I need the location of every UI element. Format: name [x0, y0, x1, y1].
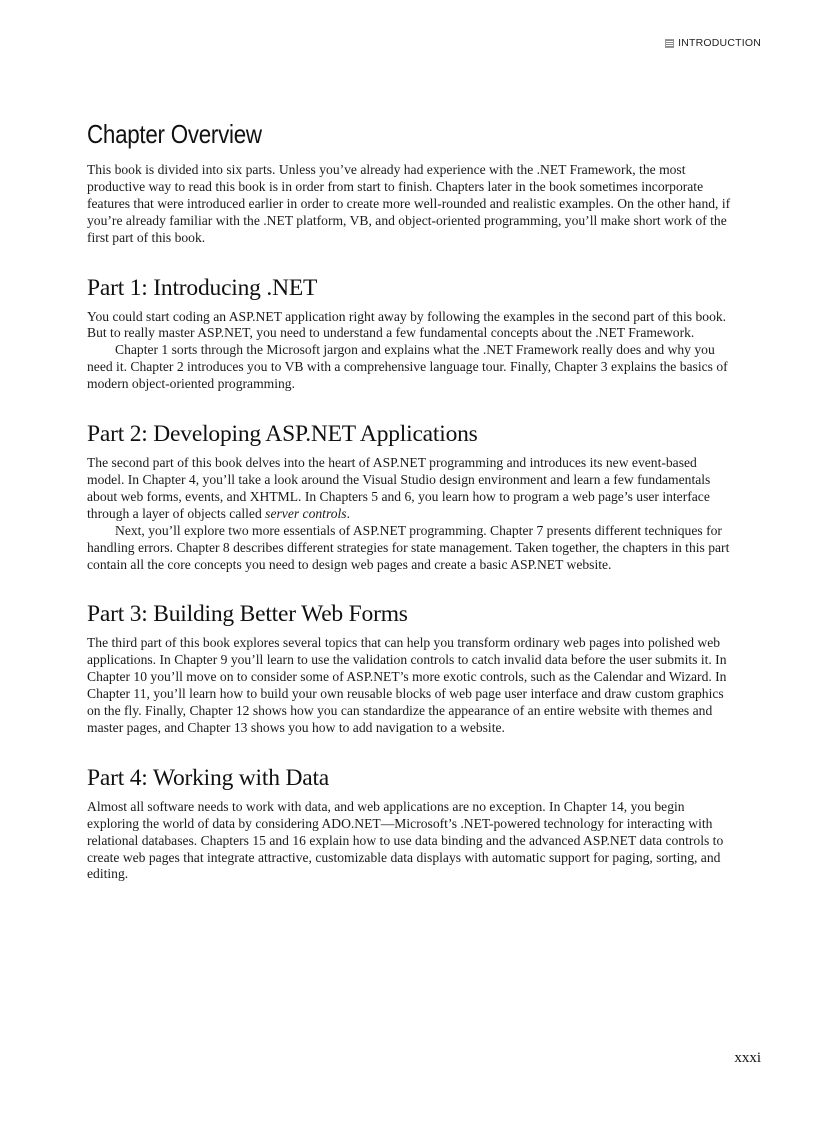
part-2-paragraph-1: [87, 455, 732, 523]
part-2-section: [87, 419, 732, 573]
server-controls-term: server controls: [265, 505, 347, 521]
part-1-section: [87, 273, 732, 394]
chapter-overview-heading: Chapter Overview: [87, 119, 262, 149]
part-2-paragraph-1-end: .: [346, 505, 351, 521]
part-3-section: [87, 599, 732, 736]
section-marker-icon: [665, 39, 674, 48]
part-1-paragraph-1: You could start coding an ASP.NET application right away by following the examples in the second part of this book. But to really master ASP.NET, you need to understand a few fundamental concepts about the .NET Framework.: [87, 308, 727, 341]
running-head-title: INTRODUCTION: [678, 37, 761, 49]
page-number: xxxi: [734, 1050, 761, 1066]
part-1-paragraph-2: Chapter 1 sorts through the Microsoft jargon and explains what the .NET Framework really does and why you need it. Chapter 2 introduces you to VB with a comprehensive language tour. Finally, Chapter 3 explains the basics of modern object-oriented programming.: [87, 342, 728, 392]
part-4-section: [87, 763, 732, 884]
chapter-overview-paragraph: This book is divided into six parts. Unless you’ve already had experience with the .NET Framework, the most productive way to read this book is in order from start to finish. Chapters later in the book sometimes incorporate features that were introduced earlier in order to create more well-rounded and realistic examples. On the other hand, if you’re already familiar with the .NET platform, VB, and object-oriented programming, you’ll make short work of the first part of this book.: [87, 162, 731, 245]
page-content: [87, 118, 732, 883]
part-3-paragraph-1: The third part of this book explores several topics that can help you transform ordinary web pages into polished web applications. In Chapter 9 you’ll learn to use the validation controls to catch invalid data before the user submits it. In Chapter 10 you’ll move on to consider some of ASP.NET’s more exotic controls, such as the Calendar and Wizard. In Chapter 11, you’ll learn how to build your own reusable blocks of web page user interface and draw custom graphics on the fly. Finally, Chapter 12 shows how you can standardize the appearance of an entire website with themes and master pages, and Chapter 13 shows you how to add navigation to a website.: [87, 635, 727, 735]
part-4-heading: Part 4: Working with Data: [87, 764, 330, 791]
part-4-paragraph-1: Almost all software needs to work with data, and web applications are no exception. In Chapter 14, you begin exploring the world of data by considering ADO.NET—Microsoft’s .NET-powered technology for interacting with relational databases. Chapters 15 and 16 explain how to use data binding and the advanced ASP.NET data controls to create web pages that integrate attractive, customizable data displays with automatic support for paging, sorting, and editing.: [87, 798, 724, 882]
part-2-paragraph-1-text: The second part of this book delves into the heart of ASP.NET programming and introduces its new event-based model. In Chapter 4, you’ll take a look around the Visual Studio design environment and learn a few fundamentals about web forms, events, and XHTML. In Chapters 5 and 6, you learn how to program a web page’s user interface through a layer of objects called: [87, 455, 711, 521]
part-2-paragraph-2: Next, you’ll explore two more essentials of ASP.NET programming. Chapter 7 presents different techniques for handling errors. Chapter 8 describes different strategies for state management. Taken together, the chapters in this part contain all the core concepts you need to design web pages and create a basic ASP.NET website.: [87, 522, 730, 572]
chapter-overview-section: [87, 118, 732, 247]
part-2-heading: Part 2: Developing ASP.NET Applications: [87, 421, 478, 448]
part-1-heading: Part 1: Introducing .NET: [87, 274, 318, 301]
part-3-heading: Part 3: Building Better Web Forms: [87, 601, 408, 628]
running-head: [665, 37, 761, 49]
